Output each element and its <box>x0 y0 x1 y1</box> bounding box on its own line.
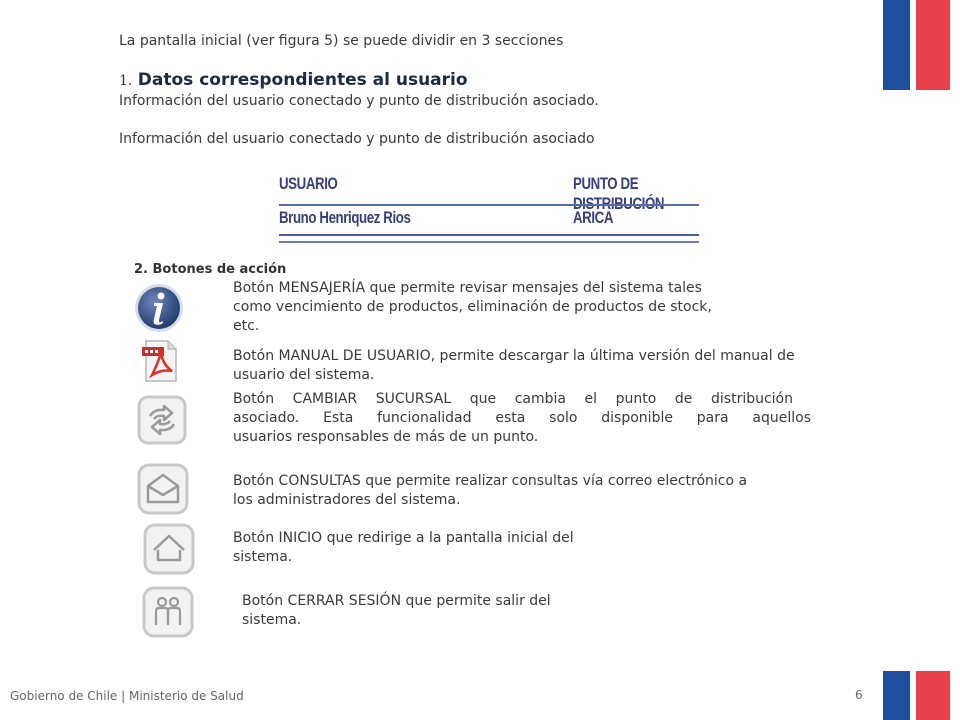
swap-icon <box>136 394 188 446</box>
section2-number: 2. <box>134 262 148 277</box>
button-description-6: Botón CERRAR SESIÓN que permite salir del sistema. <box>242 593 551 628</box>
user-value: Bruno Henriquez Rios <box>279 208 411 227</box>
button-description-4: Botón CONSULTAS que permite realizar consultas vía correo electrónico a los administradores del sistema. <box>233 473 748 508</box>
section1-title: Datos correspondientes al usuario <box>137 70 468 90</box>
point-header: PUNTO DE <box>573 174 639 193</box>
section1-paragraph-1: Información del usuario conectado y punto de distribución asociado. <box>119 93 599 109</box>
intro-text: La pantalla inicial (ver figura 5) se puede dividir en 3 secciones <box>119 33 564 49</box>
mail-icon <box>136 462 190 516</box>
info-icon <box>134 282 184 334</box>
user-header: USUARIO <box>279 174 338 193</box>
flag-bottom <box>883 671 950 720</box>
footer-text: Gobierno de Chile | Ministerio de Salud <box>10 689 244 703</box>
user-info-box <box>279 170 699 246</box>
point-value: ARICA <box>573 208 614 227</box>
section1-number: 1. <box>119 73 133 89</box>
button-description-1: Botón MENSAJERÍA que permite revisar mensajes del sistema tales como vencimiento de productos, eliminación de productos de stock, etc. <box>233 280 712 334</box>
flag-top <box>883 0 950 90</box>
button-description-5: Botón INICIO que redirige a la pantalla inicial del sistema. <box>233 530 574 565</box>
home-icon <box>142 522 196 576</box>
section1-heading <box>119 70 468 90</box>
section1-paragraph-2: Información del usuario conectado y punto de distribución asociado <box>119 131 595 147</box>
button-description-2: Botón MANUAL DE USUARIO, permite descargar la última versión del manual de usuario del sistema. <box>233 348 795 383</box>
section2-title: Botones de acción <box>152 262 287 277</box>
pdf-icon <box>140 339 182 383</box>
page-number: 6 <box>855 688 863 702</box>
section2-heading <box>134 262 286 277</box>
button-description-3: Botón CAMBIAR SUCURSAL que cambia el punto de distribución asociado. Esta funcionalidad esta solo disponible para aquellos usuarios responsables de más de un punto. <box>233 391 811 445</box>
logout-icon <box>141 585 195 639</box>
